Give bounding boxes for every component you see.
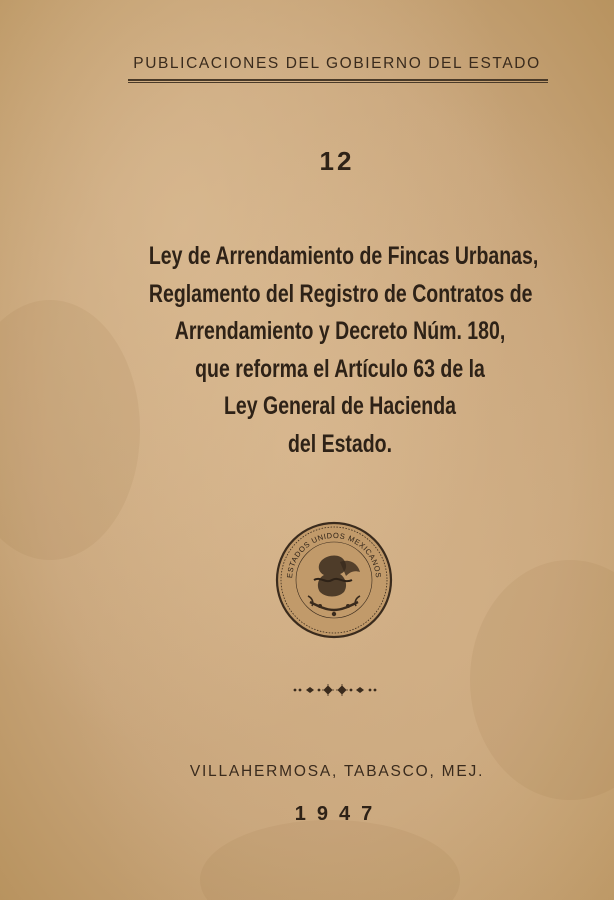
paper-stain	[200, 820, 460, 900]
seal-inscription: ESTADOS UNIDOS MEXICANOS	[284, 530, 384, 579]
header-rule	[128, 79, 548, 83]
decorative-divider-icon	[292, 683, 378, 697]
title-line: Arrendamiento y Decreto Núm. 180,	[174, 317, 506, 345]
title-line: del Estado.	[287, 429, 393, 458]
title-line: Ley General de Hacienda	[224, 392, 456, 420]
paper-stain	[0, 300, 140, 560]
title-line: Reglamento del Registro de Contratos de	[148, 279, 533, 308]
publisher-heading: PUBLICACIONES DEL GOBIERNO DEL ESTADO	[133, 55, 541, 72]
imprint-place: VILLAHERMOSA, TABASCO, MEJ.	[189, 763, 485, 780]
title-line: Ley de Arrendamiento de Fincas Urbanas,	[148, 242, 539, 270]
title-line: que reforma el Artículo 63 de la	[195, 354, 485, 383]
imprint-year: 1947	[294, 803, 384, 825]
series-number: 12	[319, 146, 355, 176]
mexican-coat-of-arms-seal-icon	[274, 520, 394, 640]
document-title	[148, 238, 539, 463]
